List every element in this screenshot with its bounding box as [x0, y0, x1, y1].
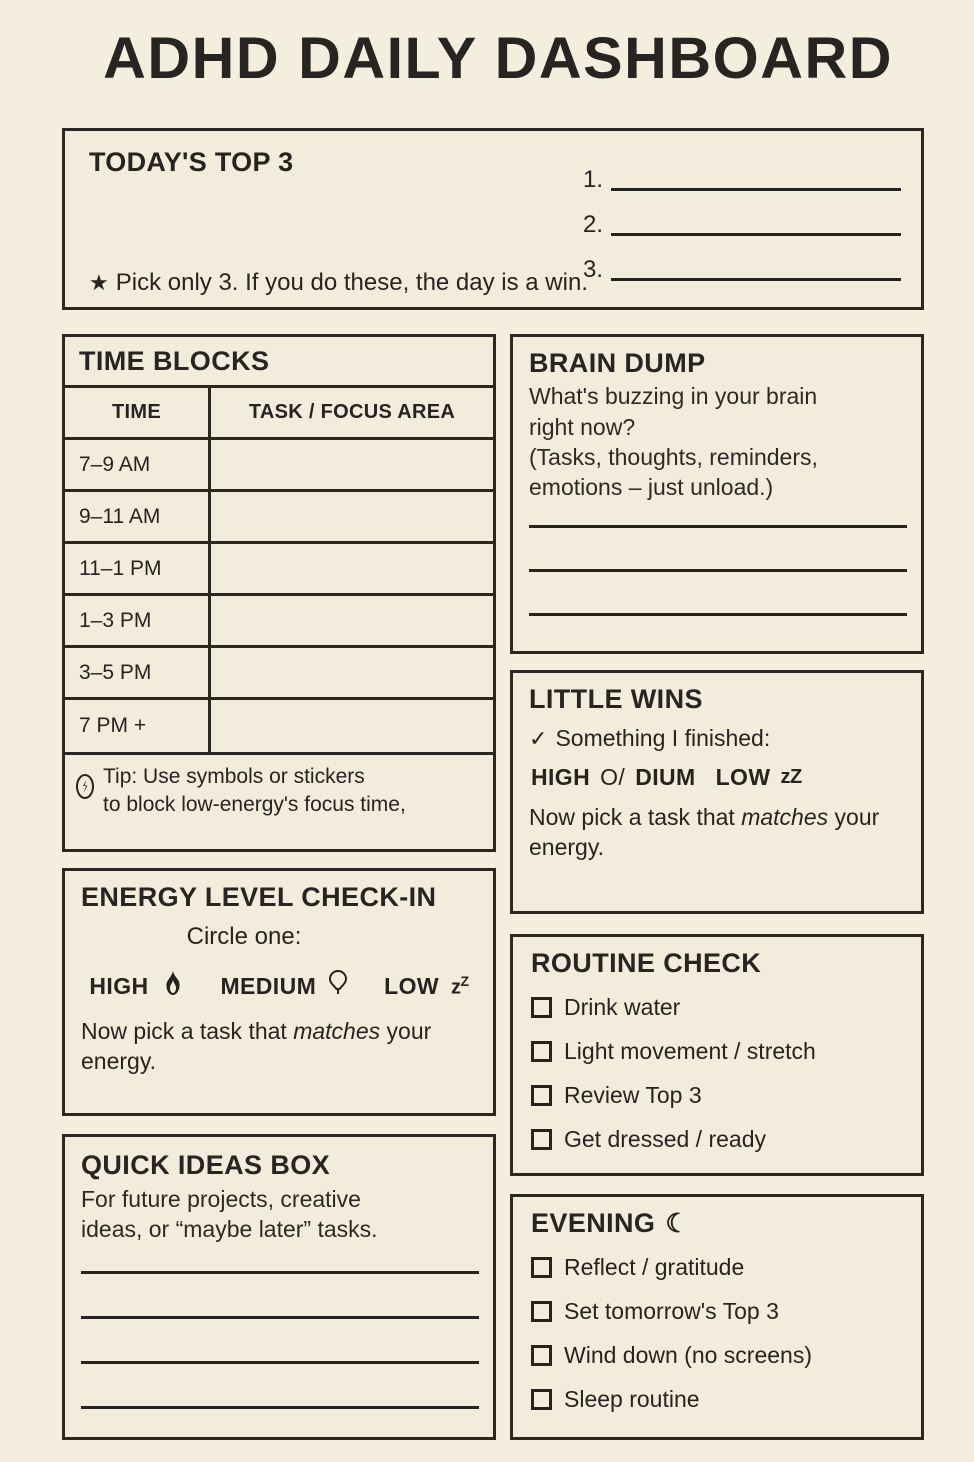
- quick-ideas-write-lines: [65, 1245, 493, 1409]
- list-item-label: Wind down (no screens): [564, 1341, 812, 1368]
- energy-note-part1: Now pick a task that: [81, 1018, 294, 1045]
- brain-dump-panel: [510, 334, 924, 654]
- little-wins-finished-label: Something I finished:: [555, 725, 771, 752]
- task-cell[interactable]: [211, 544, 493, 593]
- list-item[interactable]: [531, 1377, 921, 1421]
- time-cell: 7 PM +: [65, 700, 211, 752]
- energy-options: [65, 969, 493, 1003]
- brain-dump-heading: BRAIN DUMP: [529, 348, 706, 378]
- tip-line-1: Tip: Use symbols or stickers: [103, 765, 365, 789]
- time-blocks-panel: [62, 334, 496, 852]
- write-line[interactable]: [529, 569, 907, 572]
- little-wins-note-italic: matches: [741, 804, 829, 831]
- top3-heading: TODAY'S TOP 3: [89, 147, 294, 177]
- time-cell: 1–3 PM: [65, 596, 211, 645]
- top3-number: 2.: [583, 211, 604, 238]
- list-item-label: Set tomorrow's Top 3: [564, 1297, 779, 1324]
- little-wins-finished-row[interactable]: [513, 713, 921, 752]
- check-icon: ✓: [529, 725, 548, 751]
- write-line[interactable]: [81, 1406, 479, 1409]
- little-wins-energy-high[interactable]: HIGH: [531, 764, 591, 791]
- little-wins-energy-low[interactable]: LOW: [715, 764, 771, 791]
- tip-line-2: to block low-energy's focus time,: [103, 792, 406, 816]
- list-item[interactable]: [531, 1073, 921, 1117]
- checkbox-icon[interactable]: [531, 1085, 552, 1106]
- evening-heading: EVENING: [531, 1208, 656, 1238]
- table-row[interactable]: [65, 492, 493, 544]
- task-cell[interactable]: [211, 596, 493, 645]
- list-item-label: Drink water: [564, 993, 681, 1020]
- checkbox-icon[interactable]: [531, 1257, 552, 1278]
- time-cell: 9–11 AM: [65, 492, 211, 541]
- energy-option-medium[interactable]: MEDIUM: [220, 972, 317, 999]
- top3-row[interactable]: [583, 239, 901, 284]
- energy-option-high[interactable]: HIGH: [89, 972, 149, 999]
- quick-ideas-box-panel: [62, 1134, 496, 1440]
- write-line[interactable]: [81, 1316, 479, 1319]
- little-wins-heading: LITTLE WINS: [529, 684, 703, 714]
- quick-ideas-description: [65, 1179, 493, 1245]
- zzz-icon: zZ: [780, 766, 802, 789]
- brain-dump-write-lines: [513, 503, 921, 616]
- column-header-time: TIME: [65, 388, 211, 437]
- list-item-label: Reflect / gratitude: [564, 1253, 745, 1280]
- table-header-row: [65, 388, 493, 440]
- little-wins-note-part1: Now pick a task that: [529, 804, 742, 831]
- table-row[interactable]: [65, 544, 493, 596]
- time-blocks-heading: TIME BLOCKS: [79, 346, 270, 376]
- routine-check-list: [513, 977, 921, 1161]
- top3-note-text: Pick only 3. If you do these, the day is a win.: [115, 269, 588, 296]
- time-cell: 11–1 PM: [65, 544, 211, 593]
- energy-heading: ENERGY LEVEL CHECK-IN: [81, 882, 437, 912]
- energy-level-checkin-panel: [62, 868, 496, 1116]
- energy-note-part2: your energy.: [81, 1018, 432, 1075]
- task-cell[interactable]: [211, 648, 493, 697]
- list-item-label: Get dressed / ready: [564, 1125, 766, 1152]
- list-item[interactable]: [531, 1029, 921, 1073]
- checkbox-icon[interactable]: [531, 1129, 552, 1150]
- checkbox-icon[interactable]: [531, 1389, 552, 1410]
- write-line[interactable]: [81, 1271, 479, 1274]
- top3-row[interactable]: [583, 194, 901, 239]
- list-item[interactable]: [531, 1245, 921, 1289]
- task-cell[interactable]: [211, 700, 493, 752]
- list-item-label: Sleep routine: [564, 1385, 700, 1412]
- page-title: ADHD DAILY DASHBOARD: [103, 26, 893, 91]
- little-wins-energy-row: [513, 752, 921, 791]
- top3-row[interactable]: [583, 149, 901, 194]
- checkbox-icon[interactable]: [531, 997, 552, 1018]
- brain-dump-desc-line-2: right now?: [529, 413, 636, 440]
- little-wins-energy-medium[interactable]: DIUM: [635, 764, 696, 791]
- table-row[interactable]: [65, 648, 493, 700]
- little-wins-panel: [510, 670, 924, 914]
- time-cell: 3–5 PM: [65, 648, 211, 697]
- quick-ideas-heading: QUICK IDEAS BOX: [81, 1150, 331, 1180]
- flame-icon: [161, 970, 185, 1003]
- task-cell[interactable]: [211, 440, 493, 489]
- write-line[interactable]: [81, 1361, 479, 1364]
- checkbox-icon[interactable]: [531, 1301, 552, 1322]
- top3-number: 3.: [583, 256, 604, 283]
- top3-write-line[interactable]: [611, 188, 901, 191]
- routine-check-heading: ROUTINE CHECK: [531, 948, 762, 978]
- little-wins-medium-prefix: O/: [600, 764, 626, 791]
- brain-dump-description: [513, 377, 921, 502]
- top3-write-line[interactable]: [611, 233, 901, 236]
- quick-ideas-desc-line-1: For future projects, creative: [81, 1186, 361, 1213]
- todays-top-3-panel: [62, 128, 924, 310]
- lightbulb-icon: [75, 773, 95, 805]
- column-header-task: TASK / FOCUS AREA: [248, 401, 456, 424]
- little-wins-note: [513, 791, 921, 863]
- top3-number: 1.: [583, 166, 604, 193]
- top3-note: [89, 269, 588, 297]
- energy-note: [65, 1003, 493, 1077]
- list-item[interactable]: [531, 1117, 921, 1161]
- star-icon: ★: [89, 270, 109, 295]
- table-row[interactable]: [65, 596, 493, 648]
- table-row[interactable]: [65, 440, 493, 492]
- lightbulb-icon: [328, 969, 348, 1003]
- evening-heading-row: [513, 1197, 921, 1237]
- little-wins-note-part2: your energy.: [529, 804, 880, 861]
- top3-write-line[interactable]: [611, 278, 901, 281]
- list-item[interactable]: [531, 1333, 921, 1377]
- write-line[interactable]: [529, 525, 907, 528]
- routine-check-panel: [510, 934, 924, 1176]
- moon-icon: ☾: [665, 1208, 690, 1239]
- checkbox-icon[interactable]: [531, 1345, 552, 1366]
- table-row[interactable]: [65, 700, 493, 752]
- time-blocks-tip-text: [103, 763, 406, 818]
- list-item-label: Light movement / stretch: [564, 1037, 816, 1064]
- brain-dump-desc-line-4: emotions – just unload.): [529, 474, 774, 501]
- brain-dump-desc-line-1: What's buzzing in your brain: [529, 383, 818, 410]
- checkbox-icon[interactable]: [531, 1041, 552, 1062]
- write-line[interactable]: [529, 613, 907, 616]
- zzz-icon: $z^Z$: [451, 973, 469, 999]
- time-cell: 7–9 AM: [65, 440, 211, 489]
- list-item-label: Review Top 3: [564, 1081, 702, 1108]
- energy-note-italic: matches: [293, 1018, 381, 1045]
- time-blocks-table: [65, 385, 493, 752]
- evening-check-list: [513, 1237, 921, 1421]
- energy-instruction: Circle one:: [186, 923, 302, 951]
- time-blocks-tip: [65, 752, 493, 826]
- brain-dump-desc-line-3: (Tasks, thoughts, reminders,: [529, 444, 818, 471]
- list-item[interactable]: [531, 1289, 921, 1333]
- quick-ideas-desc-line-2: ideas, or “maybe later” tasks.: [81, 1216, 378, 1243]
- top3-lines: [583, 149, 901, 284]
- energy-option-low[interactable]: LOW: [384, 972, 440, 999]
- task-cell[interactable]: [211, 492, 493, 541]
- evening-panel: [510, 1194, 924, 1440]
- list-item[interactable]: [531, 985, 921, 1029]
